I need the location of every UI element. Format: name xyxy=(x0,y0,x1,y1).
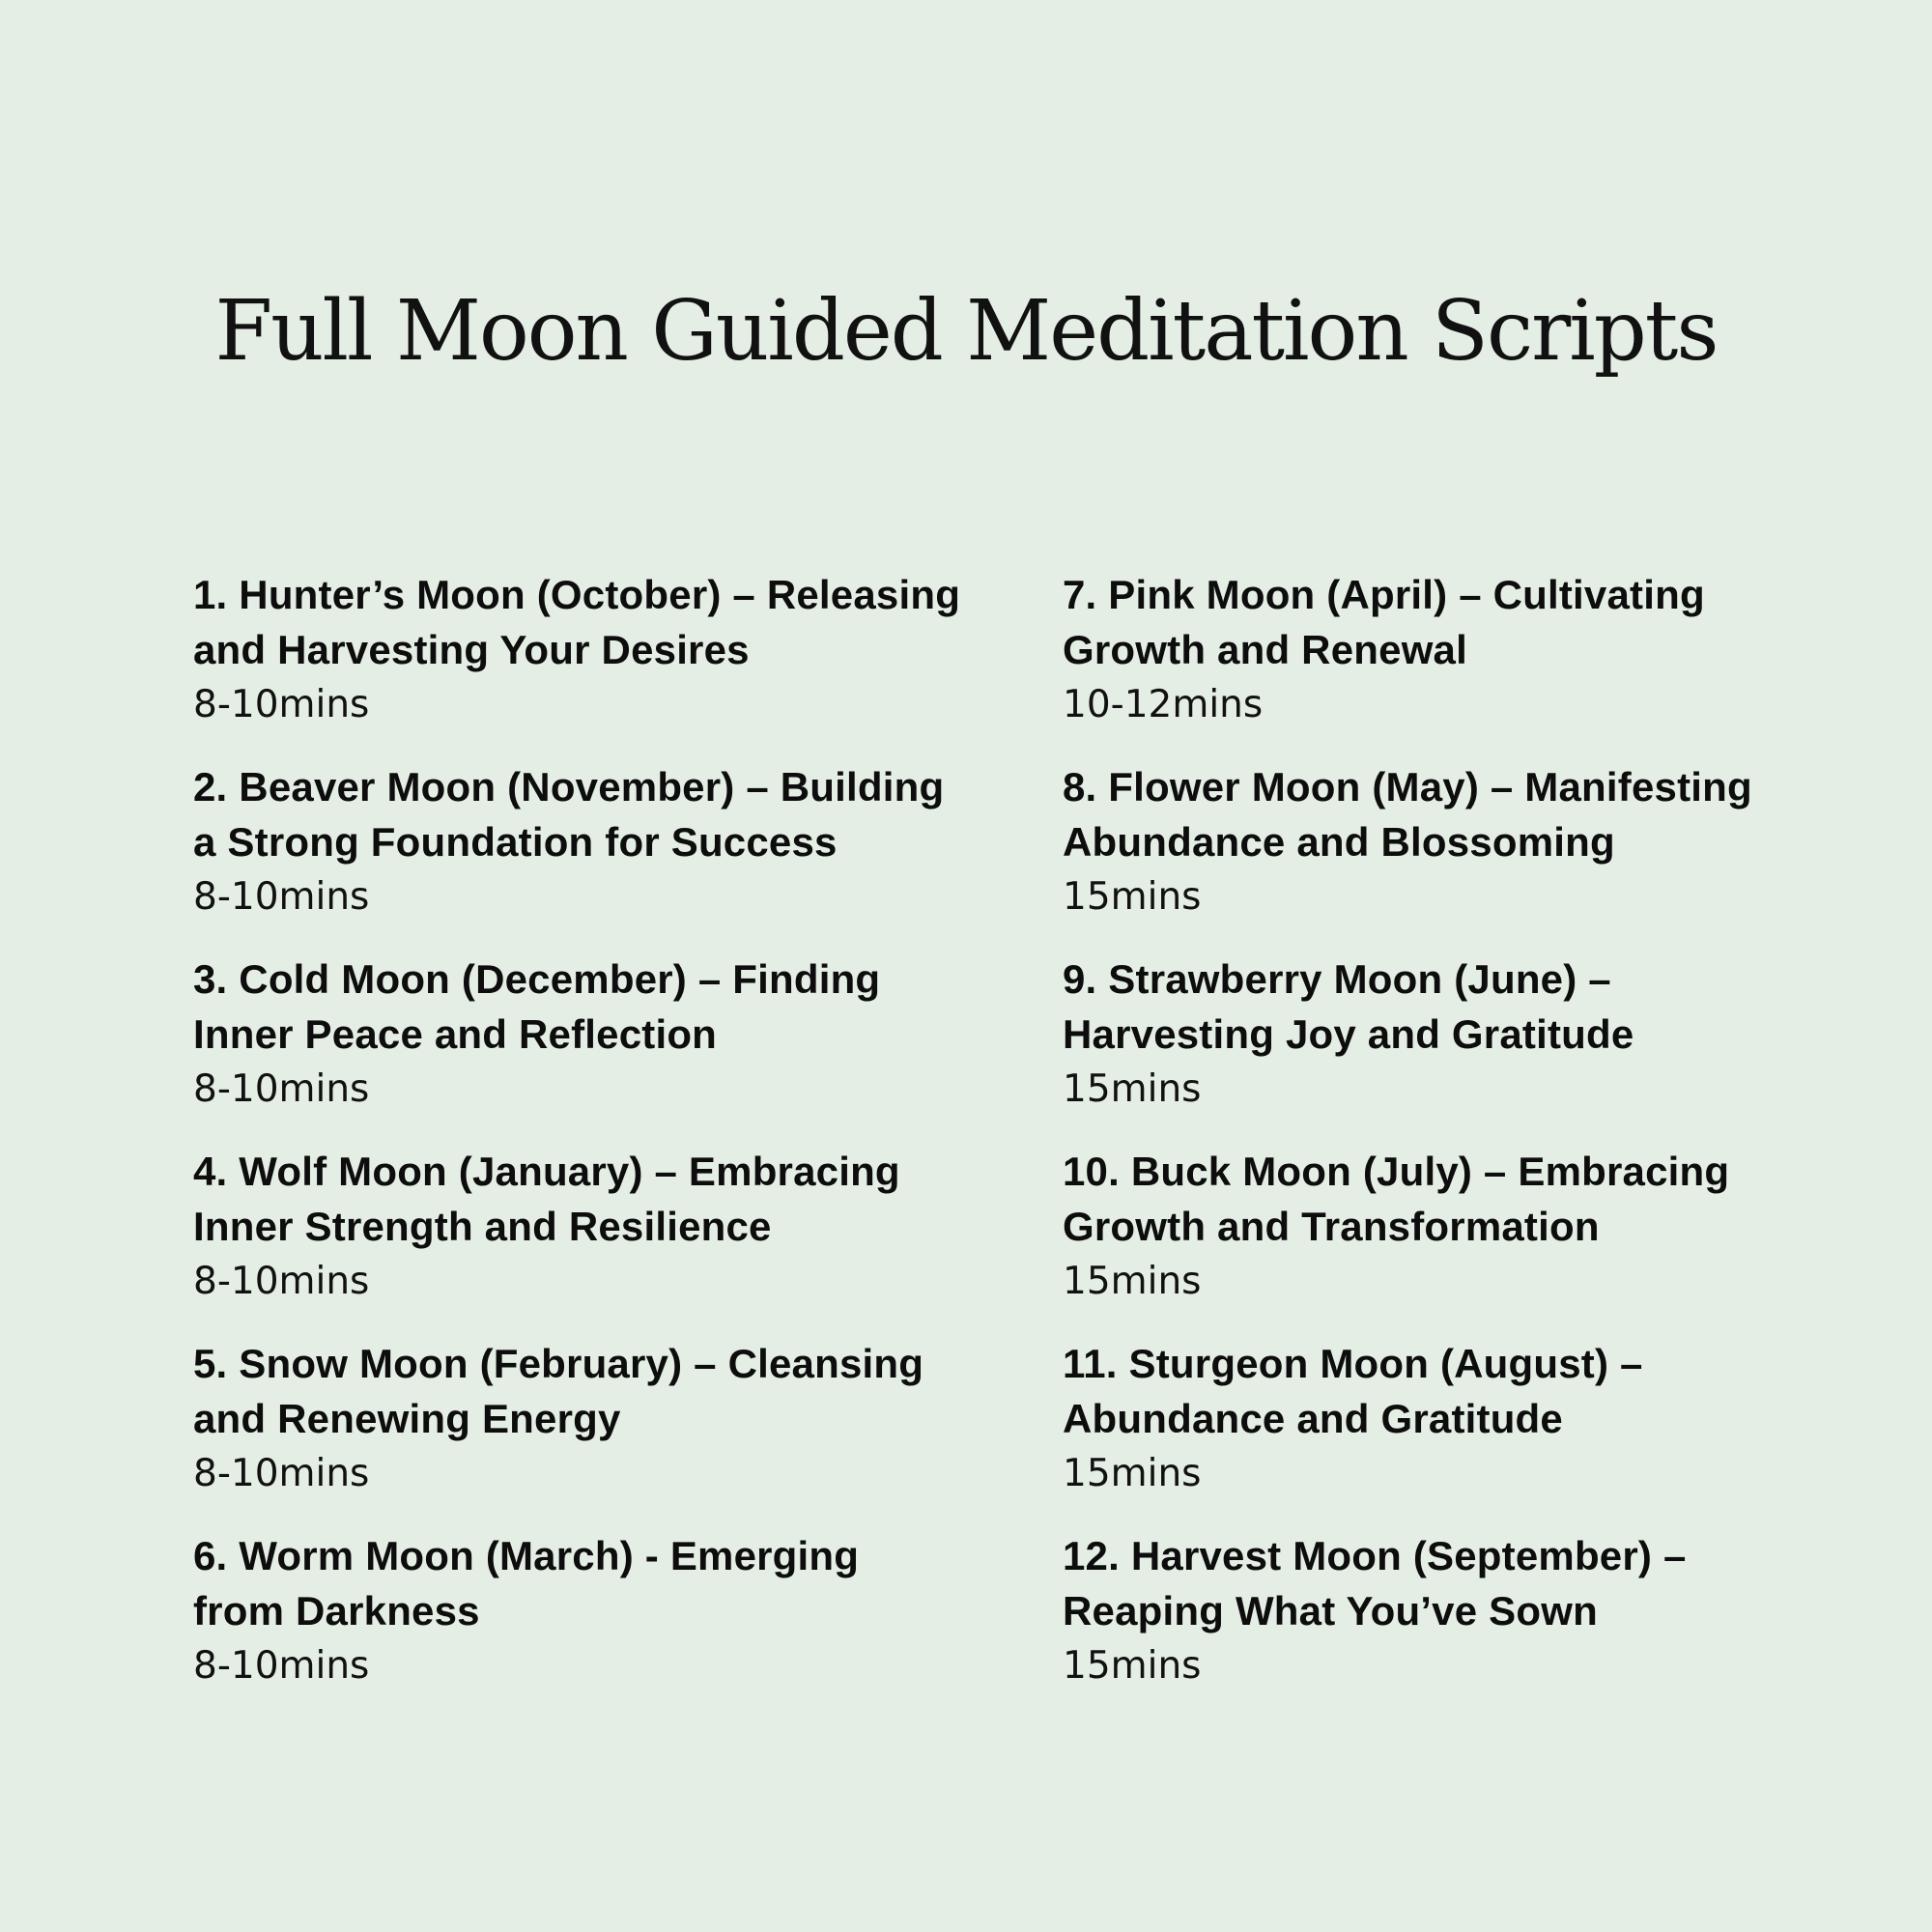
item-title-line1: 2. Beaver Moon (November) – Building xyxy=(193,764,945,810)
item-title-line2: a Strong Foundation for Success xyxy=(193,819,838,865)
list-item xyxy=(193,1336,1043,1528)
item-title-line1: 1. Hunter’s Moon (October) – Releasing xyxy=(193,572,961,617)
item-duration: 8-10mins xyxy=(193,1067,370,1111)
list-item xyxy=(1063,567,1913,759)
item-title-line2: Growth and Transformation xyxy=(1063,1204,1600,1249)
item-title-line1: 4. Wolf Moon (January) – Embracing xyxy=(193,1149,900,1194)
item-duration: 15mins xyxy=(1063,875,1202,919)
item-title-line1: 10. Buck Moon (July) – Embracing xyxy=(1063,1149,1730,1194)
list-item xyxy=(193,759,1043,952)
item-title-line2: and Renewing Energy xyxy=(193,1396,621,1441)
item-title-line2: Inner Strength and Resilience xyxy=(193,1204,772,1249)
item-title-line1: 8. Flower Moon (May) – Manifesting xyxy=(1063,764,1752,810)
list-item xyxy=(1063,1144,1913,1336)
item-duration: 10-12mins xyxy=(1063,683,1264,726)
list-item xyxy=(1063,1528,1913,1720)
item-duration: 8-10mins xyxy=(193,1644,370,1688)
item-title-line1: 6. Worm Moon (March) - Emerging xyxy=(193,1533,860,1578)
list-item xyxy=(193,1528,1043,1720)
page-title: Full Moon Guided Meditation Scripts xyxy=(214,283,1718,380)
item-duration: 8-10mins xyxy=(193,683,370,726)
item-duration: 15mins xyxy=(1063,1260,1202,1303)
item-duration: 8-10mins xyxy=(193,1260,370,1303)
item-duration: 8-10mins xyxy=(193,1452,370,1495)
item-duration: 15mins xyxy=(1063,1644,1202,1688)
item-title-line1: 3. Cold Moon (December) – Finding xyxy=(193,956,881,1002)
item-title-line1: 12. Harvest Moon (September) – xyxy=(1063,1533,1687,1578)
item-title-line1: 9. Strawberry Moon (June) – xyxy=(1063,956,1611,1002)
list-item xyxy=(193,1144,1043,1336)
item-title-line2: and Harvesting Your Desires xyxy=(193,627,750,672)
item-duration: 8-10mins xyxy=(193,875,370,919)
list-item xyxy=(1063,1336,1913,1528)
item-title-line1: 7. Pink Moon (April) – Cultivating xyxy=(1063,572,1705,617)
item-title-line2: Inner Peace and Reflection xyxy=(193,1011,718,1057)
left-column xyxy=(193,567,1043,1720)
item-title-line2: Harvesting Joy and Gratitude xyxy=(1063,1011,1634,1057)
item-title-line1: 11. Sturgeon Moon (August) – xyxy=(1063,1341,1643,1386)
list-item xyxy=(1063,759,1913,952)
list-item xyxy=(1063,952,1913,1144)
right-column xyxy=(1063,567,1913,1720)
item-title-line2: from Darkness xyxy=(193,1588,480,1634)
item-title-line1: 5. Snow Moon (February) – Cleansing xyxy=(193,1341,924,1386)
item-title-line2: Abundance and Blossoming xyxy=(1063,819,1615,865)
list-item xyxy=(193,952,1043,1144)
list-item xyxy=(193,567,1043,759)
item-title-line2: Abundance and Gratitude xyxy=(1063,1396,1563,1441)
item-title-line2: Growth and Renewal xyxy=(1063,627,1467,672)
item-title-line2: Reaping What You’ve Sown xyxy=(1063,1588,1598,1634)
item-duration: 15mins xyxy=(1063,1067,1202,1111)
item-duration: 15mins xyxy=(1063,1452,1202,1495)
